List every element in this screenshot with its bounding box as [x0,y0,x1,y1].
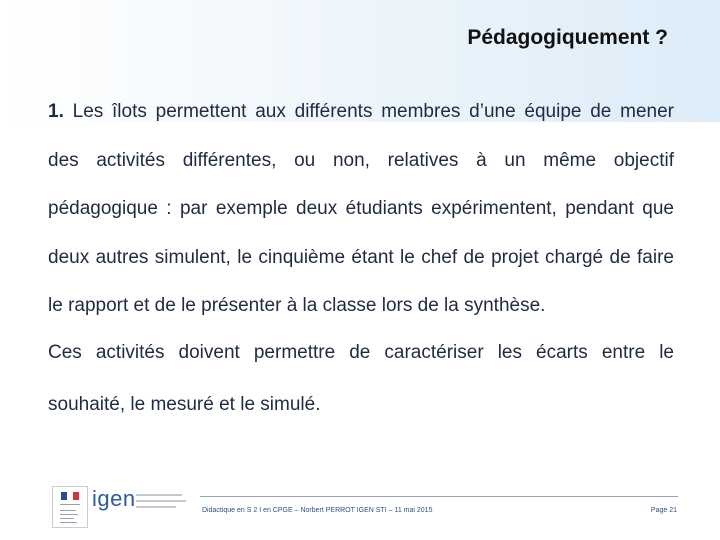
republique-francaise-logo-icon [52,486,88,528]
footer-divider [200,496,678,497]
paragraph-2: Ces activités doivent permettre de caractériser les écarts entre le souhaité, le mesuré et le simulé. [48,341,674,415]
paragraph-number: 1. [48,101,64,122]
footer-reference: Didactique en S 2 I en CPGE – Norbert PERROT IGEN STI – 11 mai 2015 [202,507,433,514]
slide-body [48,88,674,431]
igen-logo: igen [92,486,136,511]
flag-icon [61,492,79,500]
page-number: Page 21 [650,507,677,514]
slide-title: Pédagogiquement ? [467,26,668,49]
igen-subtitle-lines-icon [136,494,186,512]
paragraph-1 [48,88,674,331]
paragraph-1-text: Les îlots permettent aux différents membres d’une équipe de mener des activités différentes, ou non, relatives à un même objectif pédagogique : par exemple deux étudiants expérimentent, pendant que deux autres simulent, le cinquième étant le chef de projet chargé de faire le rapport et de le présenter à la classe lors de la synthèse. [48,101,674,316]
